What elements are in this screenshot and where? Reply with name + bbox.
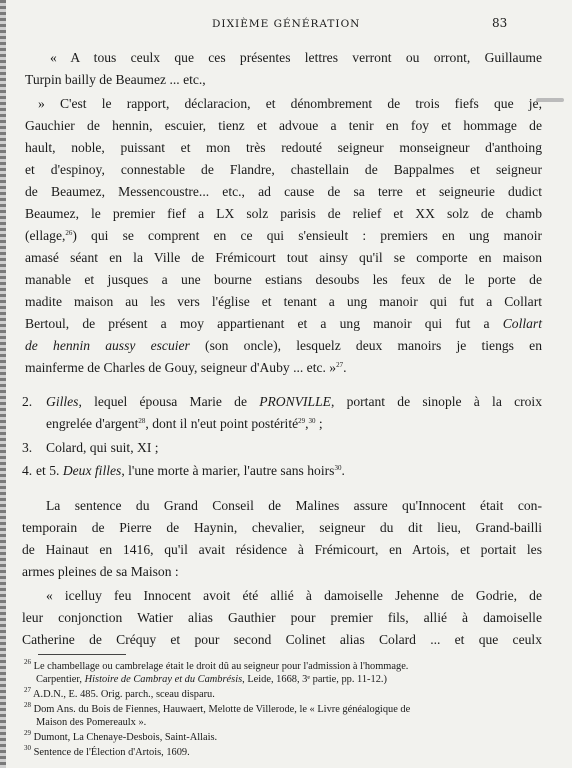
quote-line-2: leur conjonction Watier alias Gauthier pour premier fils, allié à damoiselle	[22, 610, 542, 625]
charter-line-4: Gauchier de hennin, escuier, tienz et advoue a tenir en foy et hommage de	[25, 118, 542, 133]
charter-line-8: Beaumez, le premier fief a LX solz parisis de relief et XX solz de chamb	[25, 206, 542, 221]
footnote-rule	[38, 654, 126, 655]
note-ref-26: 26	[65, 229, 73, 237]
footnote-26-cont: Carpentier, Histoire de Cambray et du Cambrésis, Leide, 1668, 3ᵉ partie, pp. 11-12.)	[36, 674, 387, 685]
charter-line-6: et d'espinoy, connestable de Flandre, chastellain de Bappalmes et seigneur	[25, 162, 542, 177]
charter-line-5: hault, noble, puissant et mon très redouté seigneur monseigneur d'anthoing	[25, 140, 542, 155]
child-entry-2: Gilles, lequel épousa Marie de PRONVILLE, portant de sinople à la croix	[46, 394, 542, 409]
sentence-line-3: de Hainaut en 1416, qu'il avait résidence à Frémicourt, en Artois, et portait les	[22, 542, 542, 557]
child-entry-2-number: 2.	[22, 394, 33, 409]
footnote-27: $^{27}$ A.D.N., E. 485. Orig. parch., sceau disparu.	[24, 686, 215, 700]
quote-line-3: Catherine de Créquy et pour second Colinet alias Colard ... et que ceulx	[22, 632, 542, 647]
sentence-line-2: temporain de Pierre de Haynin, chevalier, seigneur du dit lieu, Grand-bailli	[22, 520, 542, 535]
charter-line-9: (ellage,$^{26}$) qui se comprent en ce qui s'ensieult : premiers en ung manoir	[25, 228, 542, 243]
sentence-line-1: La sentence du Grand Conseil de Malines assure qu'Innocent était con-	[46, 498, 542, 513]
charter-line-13: Bertoul, de présent a moy appartienant et a ung manoir qui fut a Collart	[25, 316, 542, 331]
running-title: DIXIÈME GÉNÉRATION	[212, 18, 361, 30]
charter-line-1: « A tous ceulx que ces présentes lettres verront ou orront, Guillaume	[50, 50, 542, 65]
child-entry-2-cont: engrelée d'argent$^{28}$, dont il n'eut point postérité$^{29}$,$^{30}$ ;	[46, 416, 323, 431]
sentence-line-4: armes pleines de sa Maison :	[22, 564, 179, 579]
child-entry-4-number: 4.	[22, 463, 33, 478]
charter-line-11: manable et jusques a une bourne estians desoubs les feux de le porte de	[25, 272, 542, 287]
charter-line-14: de hennin aussy escuier (son oncle), lesquelz deux manoirs je tiengs en	[25, 338, 542, 353]
child-entry-4-5: et 5. Deux filles, l'une morte à marier, l'autre sans hoirs$^{30}$.	[36, 463, 345, 478]
charter-line-10: amasé séant en la Ville de Frémicourt tout ainsy qu'il se comporte en maison	[25, 250, 542, 265]
charter-line-15: mainferme de Charles de Gouy, seigneur d'Auby ... etc. »$^{27}$.	[25, 360, 347, 375]
charter-line-12: madite maison au les vers l'église et tenant a ung manoir qui fut a Collart	[25, 294, 542, 309]
charter-line-2: Turpin bailly de Beaumez ... etc.,	[25, 72, 206, 87]
footnote-29: $^{29}$ Dumont, La Chenaye-Desbois, Saint-Allais.	[24, 729, 218, 743]
note-ref-27: 27	[336, 361, 344, 369]
binding-edge	[0, 0, 6, 768]
child-entry-3-number: 3.	[22, 440, 33, 455]
child-entry-3: Colard, qui suit, XI ;	[46, 440, 159, 455]
footnote-26: $^{26}$ Le chambellage ou cambrelage était le droit dû au seigneur pour l'admission à l'hommage.	[24, 658, 409, 672]
page-number: 83	[492, 16, 508, 30]
page-header	[0, 18, 572, 34]
quote-line-1: « icelluy feu Innocent avoit été allié à damoiselle Jehenne de Godrie, de	[46, 588, 542, 603]
footnote-28-cont: Maison des Pomereaulx ».	[36, 717, 147, 728]
footnote-30: $^{30}$ Sentence de l'Élection d'Artois, 1609.	[24, 744, 190, 758]
charter-line-3: » C'est le rapport, déclaracion, et dénombrement de trois fiefs que je,	[38, 96, 542, 111]
charter-line-7: de Beaumez, Messencoustre... etc., ad cause de sa terre et seigneurie dudict	[25, 184, 542, 199]
footnote-28: $^{28}$ Dom Ans. du Bois de Fiennes, Hauwaert, Melotte de Villerode, le « Livre généalogique de	[24, 701, 411, 715]
